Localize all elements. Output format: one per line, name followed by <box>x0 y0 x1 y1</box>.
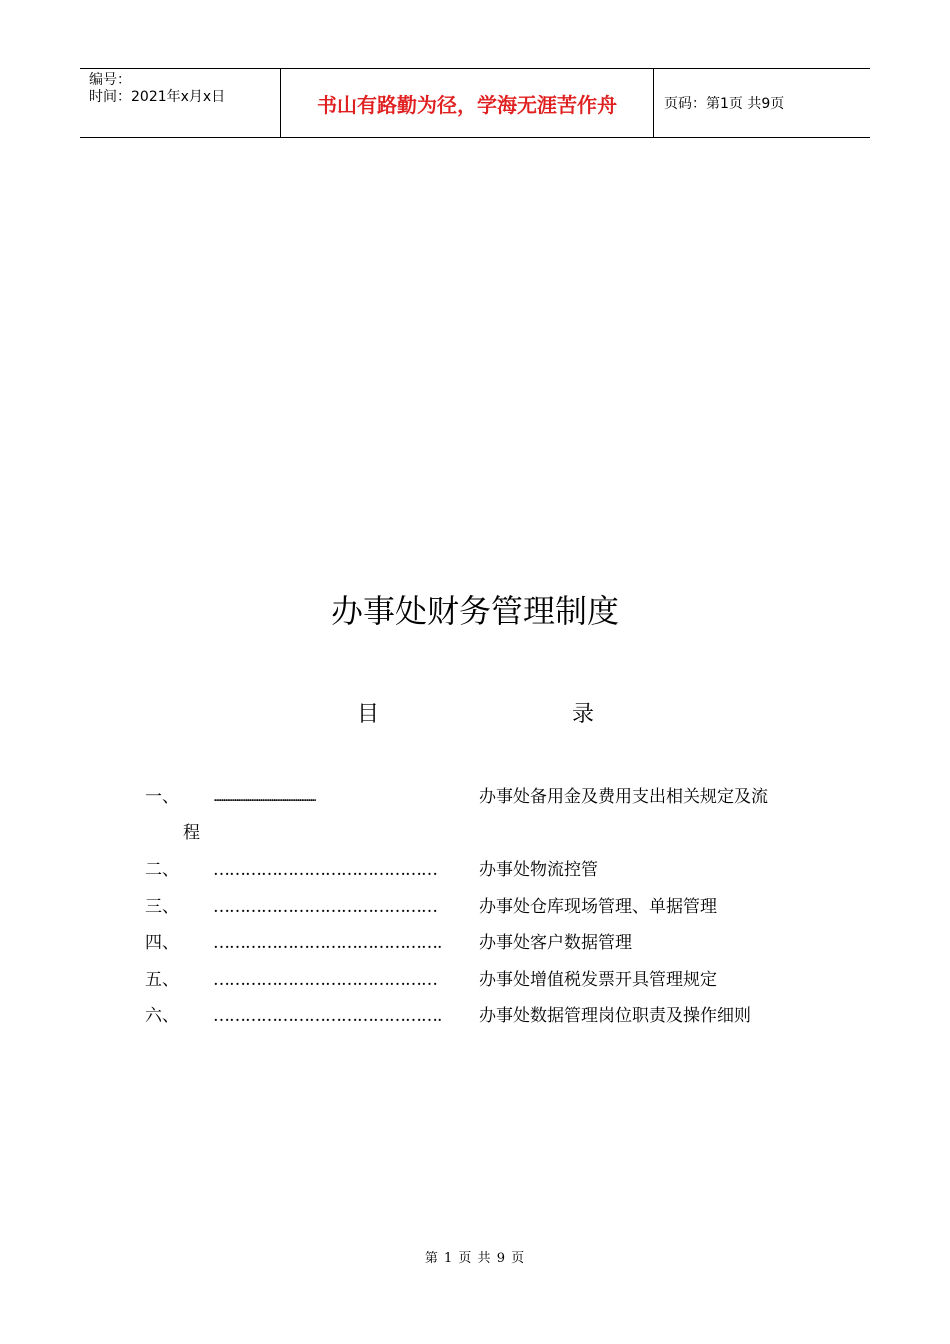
table-of-contents <box>145 783 825 1039</box>
toc-leader: ……………………………………. <box>213 933 442 953</box>
page-header <box>80 68 870 138</box>
toc-number: 四、 <box>145 933 179 953</box>
header-motto: 书山有路勤为径，学海无涯苦作舟 <box>281 69 654 137</box>
document-title: 办事处财务管理制度 <box>330 592 619 630</box>
toc-leader: …………………………………… <box>213 860 437 880</box>
toc-label-continuation: 程 <box>183 823 200 843</box>
toc-entry-3[interactable] <box>145 893 825 930</box>
toc-leader: …………………………………… <box>213 969 437 990</box>
header-info-cell <box>80 69 281 137</box>
toc-entry-5[interactable] <box>145 966 825 1003</box>
toc-leader: ……………………………………. <box>213 1006 442 1026</box>
toc-number: 五、 <box>145 969 179 990</box>
toc-leader: ....................................................... <box>213 789 315 805</box>
toc-label: 办事处物流控管 <box>479 860 598 880</box>
toc-number: 六、 <box>145 1006 179 1026</box>
document-number-label: 编号： <box>89 72 131 88</box>
toc-heading-char-1: 目 <box>357 702 380 727</box>
toc-entry-1[interactable] <box>145 783 825 856</box>
toc-label: 办事处客户数据管理 <box>479 933 632 953</box>
toc-number: 一、 <box>145 787 179 807</box>
page-footer: 第 1 页 共 9 页 <box>424 1251 526 1266</box>
toc-label: 办事处增值税发票开具管理规定 <box>479 969 717 990</box>
toc-entry-4[interactable] <box>145 929 825 966</box>
toc-number: 三、 <box>145 896 179 917</box>
toc-number: 二、 <box>145 860 179 880</box>
toc-label: 办事处数据管理岗位职责及操作细则 <box>479 1006 751 1026</box>
header-page-number: 页码：第1页 共9页 <box>664 96 785 112</box>
toc-label: 办事处备用金及费用支出相关规定及流 <box>479 787 768 807</box>
toc-entry-6[interactable] <box>145 1002 825 1039</box>
toc-heading <box>0 697 950 727</box>
toc-label: 办事处仓库现场管理、单据管理 <box>479 896 717 917</box>
toc-entry-2[interactable] <box>145 856 825 893</box>
document-time-label: 时间：2021年x月x日 <box>89 89 226 105</box>
toc-heading-char-2: 录 <box>572 702 595 727</box>
toc-leader: …………………………………… <box>213 896 437 917</box>
